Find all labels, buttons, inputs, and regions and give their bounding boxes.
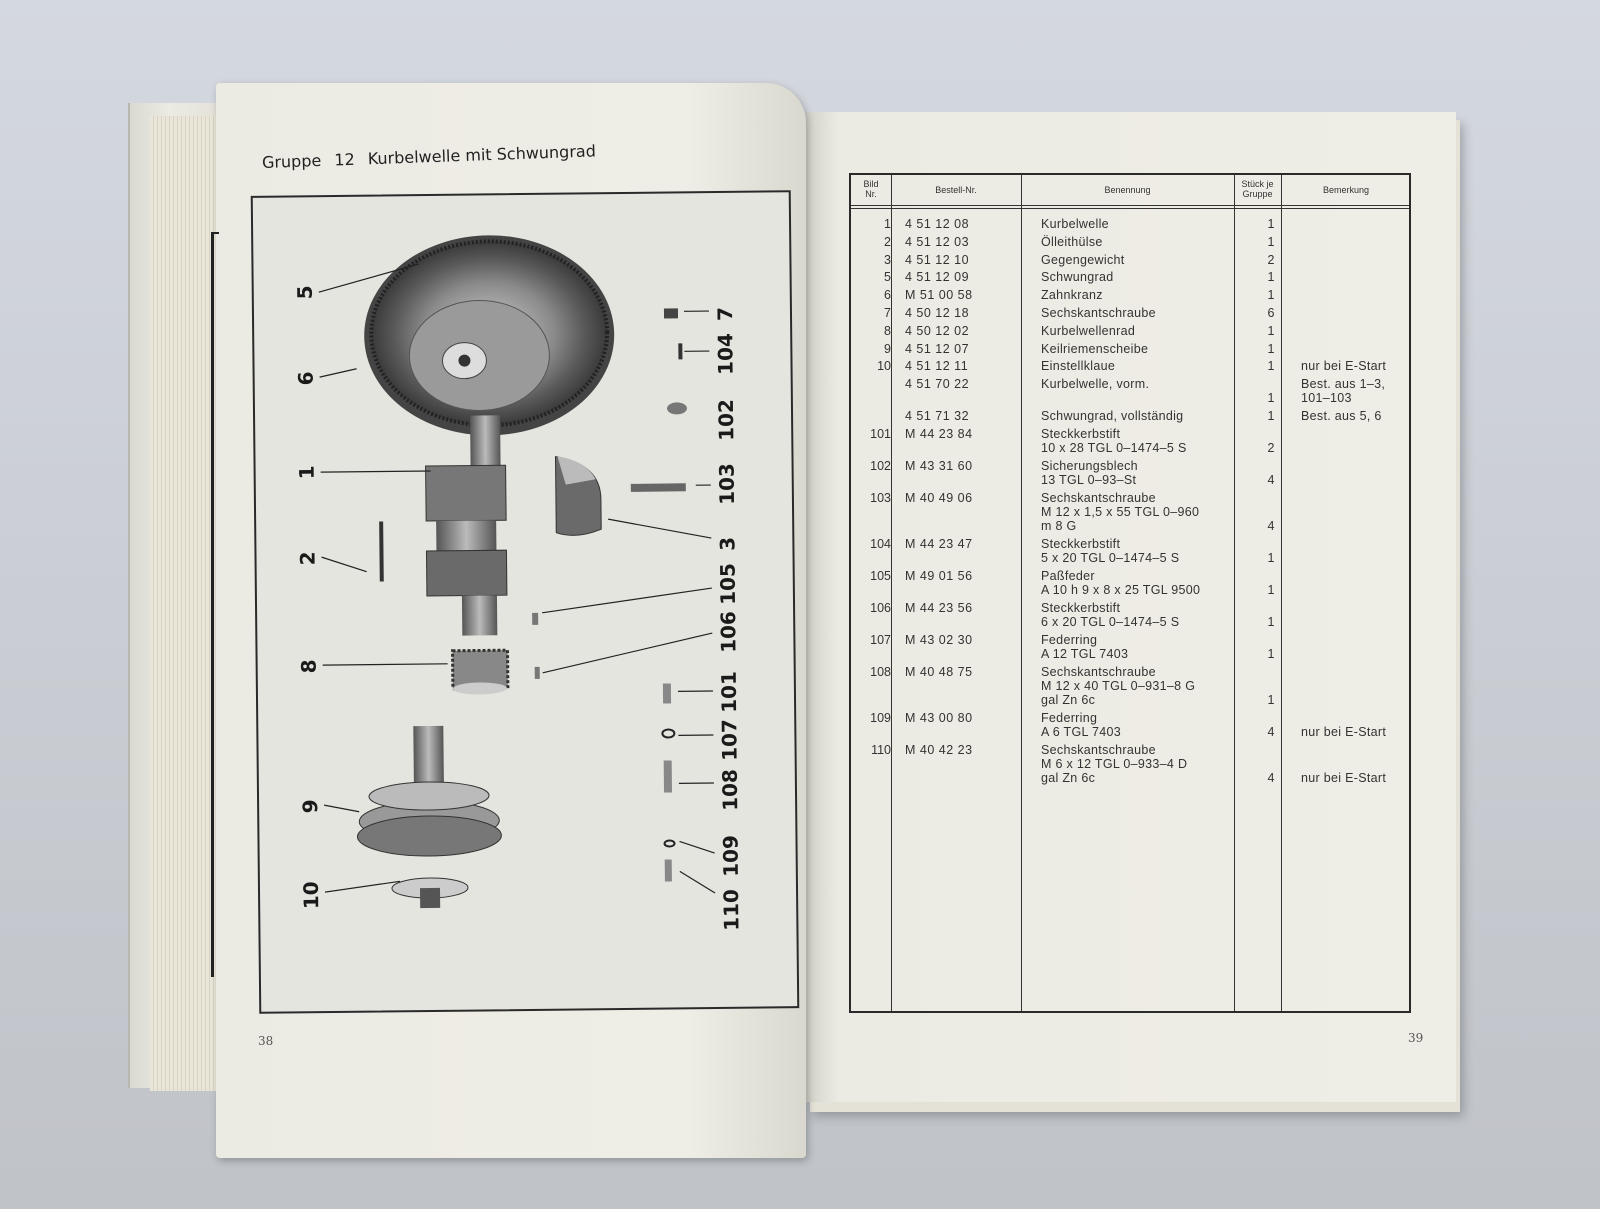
- cell-bestell-nr: 4 51 12 11: [905, 359, 969, 374]
- callout-1: 1: [294, 465, 319, 480]
- cell-bild: 7: [884, 306, 891, 320]
- cell-stueck: 1: [1267, 615, 1275, 629]
- callout-7: 7: [712, 306, 738, 322]
- cell-benennung: Steckkerbstift: [1041, 537, 1121, 551]
- cell-benennung: Keilriemenscheibe: [1041, 341, 1149, 356]
- cell-stueck: 1: [1267, 693, 1275, 707]
- cell-benennung: M 12 x 40 TGL 0–931–8 G: [1041, 679, 1196, 693]
- parts-table: [849, 173, 1411, 1013]
- callout-106: 106: [716, 610, 741, 653]
- cell-bild: 103: [870, 491, 891, 505]
- header-bild-line1: Bild: [863, 179, 879, 189]
- callout-107: 107: [717, 718, 742, 761]
- callout-10: 10: [298, 881, 324, 910]
- cell-bestell-nr: M 44 23 47: [905, 537, 973, 551]
- cell-bestell-nr: 4 51 12 08: [905, 217, 970, 231]
- cell-stueck: 4: [1267, 725, 1275, 739]
- cell-bestell-nr: M 40 49 06: [905, 491, 973, 505]
- cell-bestell-nr: M 51 00 58: [905, 288, 973, 303]
- left-margin-rule: [211, 232, 214, 977]
- cell-benennung: Kurbelwelle: [1041, 217, 1109, 231]
- cell-bestell-nr: M 49 01 56: [905, 569, 973, 583]
- cell-bild: 5: [884, 270, 891, 285]
- cell-bestell-nr: M 44 23 84: [905, 427, 973, 441]
- cell-benennung: gal Zn 6c: [1041, 693, 1096, 707]
- group-number: 12: [333, 149, 356, 170]
- v-belt-pulley: [356, 725, 501, 857]
- cell-stueck: 1: [1267, 288, 1275, 303]
- cell-benennung: m 8 G: [1041, 519, 1077, 533]
- cell-benennung: 6 x 20 TGL 0–1474–5 S: [1041, 615, 1180, 629]
- cell-benennung: Federring: [1041, 633, 1098, 647]
- cell-benennung: Schwungrad, vollständig: [1041, 409, 1184, 424]
- cell-stueck: 1: [1267, 359, 1275, 374]
- crankshaft: [426, 465, 508, 636]
- cell-bild: 102: [870, 459, 891, 473]
- cell-benennung: Sicherungsblech: [1041, 459, 1138, 473]
- oil-sleeve: [379, 521, 384, 581]
- cell-benennung: M 12 x 1,5 x 55 TGL 0–960: [1041, 505, 1200, 519]
- cell-bild: 104: [870, 537, 891, 551]
- cell-bild: 2: [884, 234, 891, 249]
- cell-bild: 110: [871, 743, 891, 757]
- header-bestell: Bestell-Nr.: [935, 185, 977, 195]
- cell-benennung: gal Zn 6c: [1041, 771, 1096, 785]
- cell-bestell-nr: M 44 23 56: [905, 601, 973, 615]
- cell-stueck: 1: [1267, 583, 1275, 597]
- counterweight: [555, 456, 601, 535]
- cell-benennung: Schwungrad: [1041, 270, 1114, 285]
- cell-bemerkung: 101–103: [1301, 391, 1352, 406]
- cell-benennung: Sechskantschraube: [1041, 306, 1156, 320]
- left-margin-tick: [211, 232, 219, 234]
- cell-benennung: A 6 TGL 7403: [1041, 725, 1122, 739]
- group-label: Gruppe: [261, 150, 322, 172]
- cell-bestell-nr: M 43 02 30: [905, 633, 973, 647]
- cell-benennung: A 10 h 9 x 8 x 25 TGL 9500: [1041, 583, 1201, 597]
- cell-bestell-nr: 4 51 12 10: [905, 252, 970, 267]
- cell-bild: 105: [870, 569, 891, 583]
- cell-stueck: 1: [1267, 270, 1275, 285]
- header-stueck-line2: Gruppe: [1242, 189, 1273, 199]
- cell-stueck: 4: [1267, 473, 1275, 487]
- flywheel: [363, 234, 615, 437]
- col-divider: [1234, 175, 1235, 1011]
- callout-6: 6: [293, 371, 318, 386]
- cell-stueck: 6: [1267, 306, 1275, 320]
- header-bemerkung: Bemerkung: [1322, 185, 1370, 195]
- cell-bild: 101: [870, 427, 891, 441]
- cell-bestell-nr: 4 51 71 32: [905, 409, 970, 424]
- crankshaft-gear: [453, 650, 508, 695]
- exploded-view-drawing: [253, 192, 802, 1016]
- cell-benennung: 10 x 28 TGL 0–1474–5 S: [1041, 441, 1187, 455]
- cell-bemerkung: nur bei E-Start: [1301, 771, 1387, 785]
- cell-bestell-nr: 4 51 12 09: [905, 270, 970, 285]
- callout-9: 9: [298, 799, 323, 814]
- exploded-view-figure: [251, 190, 800, 1014]
- left-page-stack: [150, 116, 220, 1091]
- cell-bestell-nr: 4 51 70 22: [905, 377, 970, 392]
- cell-bild: 10: [877, 359, 891, 374]
- callout-102: 102: [713, 399, 739, 442]
- header-rule: [851, 208, 1409, 209]
- cell-benennung: Zahnkranz: [1041, 288, 1103, 303]
- col-divider: [891, 175, 892, 1011]
- cell-benennung: Gegengewicht: [1041, 252, 1125, 267]
- callout-5: 5: [292, 285, 317, 300]
- cell-bestell-nr: M 40 48 75: [905, 665, 973, 679]
- cell-bild: 108: [870, 665, 891, 679]
- cell-bild: 109: [870, 711, 891, 725]
- cell-benennung: Ölleithülse: [1041, 234, 1103, 249]
- cell-bild: 6: [884, 288, 891, 303]
- header-bild-line2: Nr.: [865, 189, 877, 199]
- cell-bestell-nr: M 40 42 23: [905, 743, 973, 757]
- cell-bild: 1: [884, 217, 891, 231]
- cell-bestell-nr: 4 50 12 18: [905, 306, 970, 320]
- cell-bild: 107: [870, 633, 891, 647]
- page-number-left: 38: [258, 1034, 274, 1048]
- callout-103: 103: [714, 463, 739, 506]
- cell-stueck: 1: [1267, 234, 1275, 249]
- cell-bestell-nr: 4 50 12 02: [905, 323, 970, 338]
- callout-104: 104: [713, 333, 738, 376]
- cell-bemerkung: Best. aus 5, 6: [1301, 409, 1382, 424]
- cell-bestell-nr: M 43 31 60: [905, 459, 973, 473]
- col-divider: [1021, 175, 1022, 1011]
- header-benennung: Benennung: [1104, 185, 1151, 195]
- cell-bemerkung: Best. aus 1–3,: [1301, 377, 1386, 392]
- callout-110: 110: [719, 888, 744, 931]
- cell-benennung: M 6 x 12 TGL 0–933–4 D: [1041, 757, 1188, 771]
- cell-bild: 8: [884, 323, 891, 338]
- cell-bemerkung: nur bei E-Start: [1301, 359, 1387, 374]
- cell-stueck: 1: [1267, 391, 1275, 406]
- page-number-right: 39: [1408, 1031, 1424, 1045]
- header-stueck-line1: Stück je: [1241, 179, 1274, 189]
- cell-stueck: 4: [1267, 771, 1275, 785]
- cell-benennung: Kurbelwelle, vorm.: [1041, 377, 1150, 392]
- callout-108: 108: [717, 768, 743, 811]
- cell-benennung: Federring: [1041, 711, 1098, 725]
- cell-stueck: 4: [1267, 519, 1275, 533]
- cell-benennung: Sechskantschraube: [1041, 491, 1156, 505]
- cell-benennung: Kurbelwellenrad: [1041, 323, 1136, 338]
- cell-benennung: Einstellklaue: [1041, 359, 1116, 374]
- cell-benennung: Sechskantschraube: [1041, 743, 1156, 757]
- cell-bestell-nr: M 43 00 80: [905, 711, 973, 725]
- cell-benennung: Steckkerbstift: [1041, 601, 1121, 615]
- cell-stueck: 1: [1267, 409, 1275, 424]
- cell-benennung: Paßfeder: [1041, 569, 1095, 583]
- cell-stueck: 2: [1267, 252, 1275, 267]
- cell-stueck: 1: [1267, 551, 1275, 565]
- callout-2: 2: [295, 551, 320, 566]
- cell-benennung: Steckkerbstift: [1041, 427, 1121, 441]
- cell-stueck: 1: [1267, 647, 1275, 661]
- cell-bemerkung: nur bei E-Start: [1301, 725, 1387, 739]
- group-title: Kurbelwelle mit Schwungrad: [367, 141, 597, 169]
- cell-bild: 3: [884, 252, 891, 267]
- callout-109: 109: [718, 834, 743, 877]
- adjusting-claw: [392, 878, 468, 909]
- cell-bestell-nr: 4 51 12 03: [905, 234, 970, 249]
- cell-stueck: 1: [1267, 323, 1275, 338]
- cell-stueck: 2: [1267, 441, 1275, 455]
- callout-3: 3: [715, 536, 740, 552]
- cell-bild: 9: [884, 341, 891, 356]
- cell-stueck: 1: [1267, 341, 1275, 356]
- header-rule: [851, 205, 1409, 206]
- cell-bestell-nr: 4 51 12 07: [905, 341, 970, 356]
- cell-stueck: 1: [1267, 217, 1275, 231]
- callout-8: 8: [296, 659, 321, 674]
- cell-benennung: 13 TGL 0–93–St: [1041, 473, 1137, 487]
- cell-benennung: 5 x 20 TGL 0–1474–5 S: [1041, 551, 1180, 565]
- callout-105: 105: [715, 563, 741, 605]
- cell-bild: 106: [870, 601, 891, 615]
- callout-101: 101: [716, 670, 742, 713]
- cell-benennung: Sechskantschraube: [1041, 665, 1156, 679]
- header-stueck: [1234, 179, 1281, 199]
- cell-benennung: A 12 TGL 7403: [1041, 647, 1129, 661]
- header-bild: [851, 179, 891, 199]
